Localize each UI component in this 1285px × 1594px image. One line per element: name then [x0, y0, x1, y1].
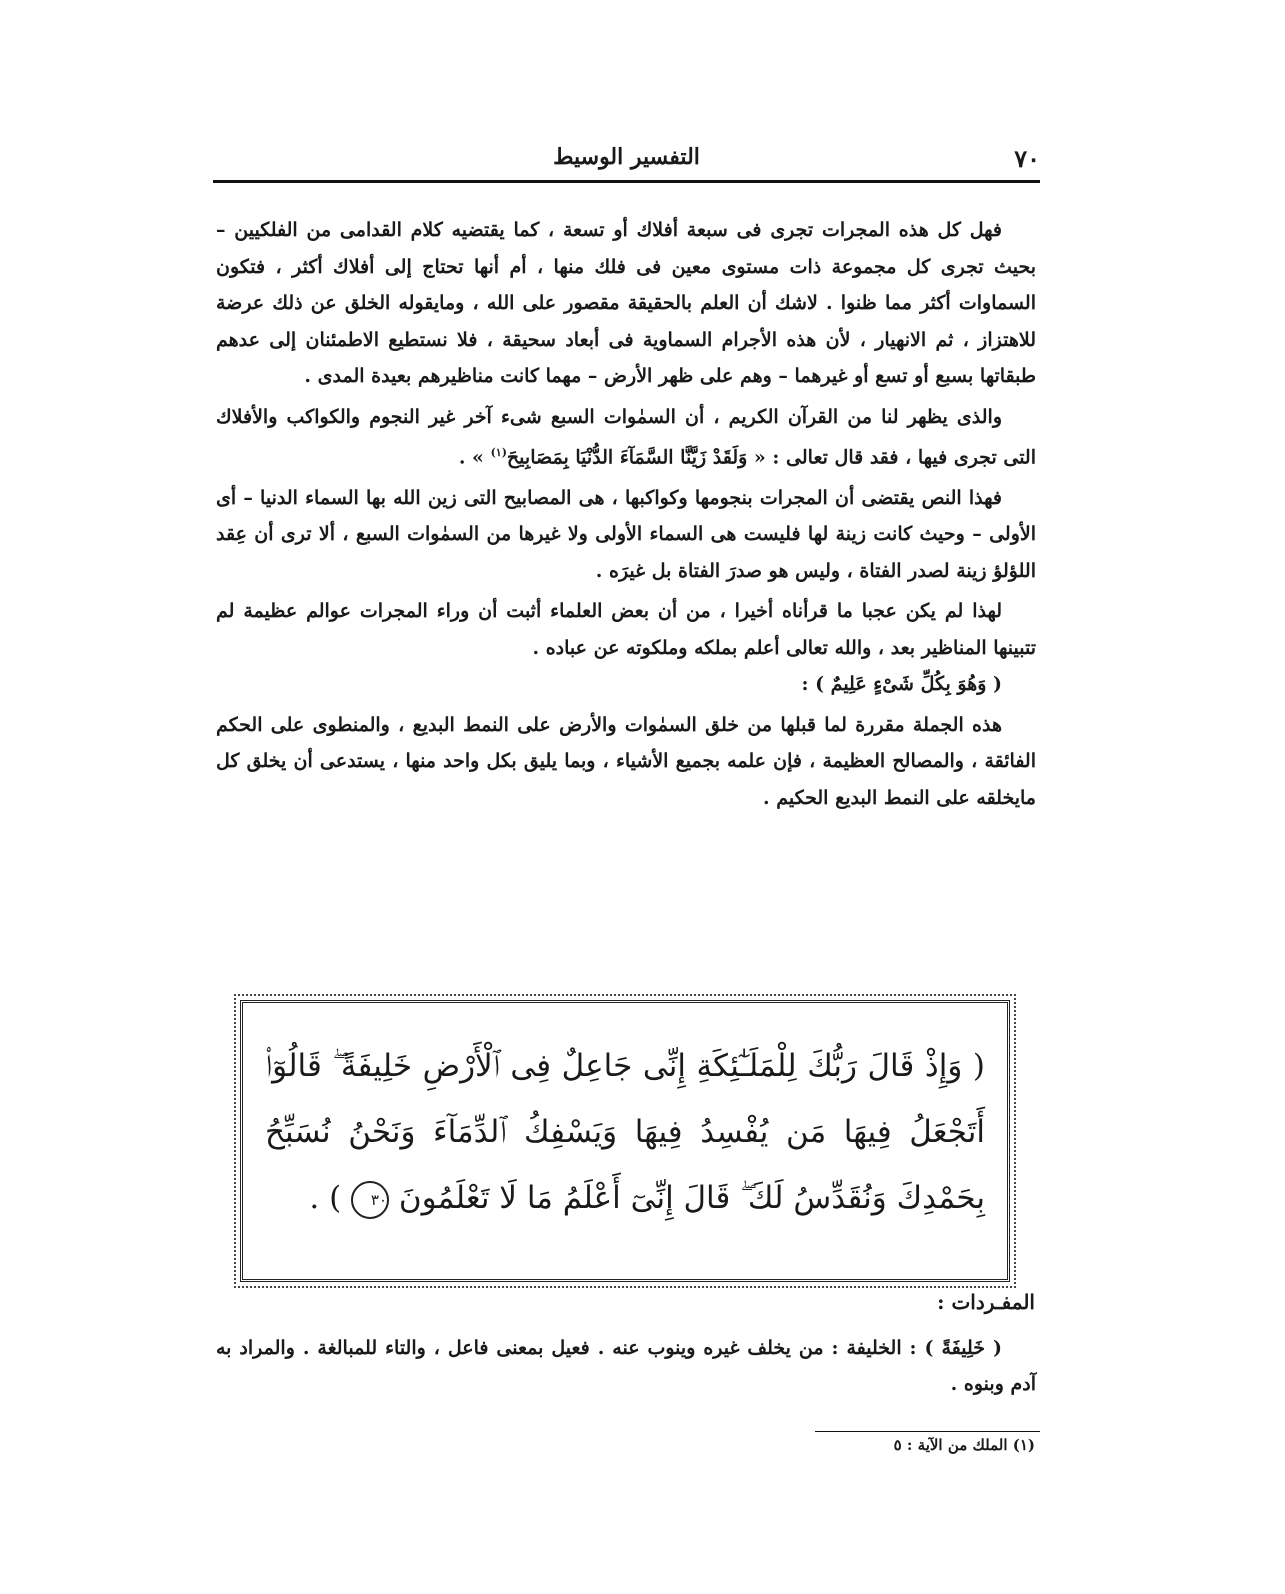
footnote-rule: [815, 1431, 1040, 1432]
header-rule: [213, 180, 1040, 183]
paragraph-4: لهذا لم يكن عجبا ما قرأناه أخيرا ، من أن بعض العلماء أثبت أن وراء المجرات عوالم عظيمة لم تتبينها المناظير بعد ، والله تعالى أعلم بملكه وملكوته عن عباده .: [216, 600, 1036, 659]
quran-verse-text: ( وَإِذْ قَالَ رَبُّكَ لِلْمَلَـٰٓئِكَةِ إِنِّى جَاعِلٌ فِى ٱلْأَرْضِ خَلِيفَةً ۖ قَالُوٓا۟ أَتَجْعَلُ فِيهَا مَن يُفْسِدُ فِيهَا وَيَسْفِكُ ٱلدِّمَآءَ وَنَحْنُ نُسَبِّحُ بِحَمْدِكَ وَنُقَدِّسُ لَكَ ۖ قَالَ إِنِّىٓ أَعْلَمُ مَا لَا تَعْلَمُونَ: [265, 1048, 985, 1216]
vocabulary-entry: ( خَلِيفَةً ) : الخليفة : من يخلف غيره وينوب عنه . فعيل بمعنى فاعل ، والتاء للمبالغة . والمراد به آدم وبنوه .: [216, 1337, 1036, 1395]
paragraph-1: فهل كل هذه المجرات تجرى فى سبعة أفلاك أو تسعة ، كما يقتضيه كلام القدامى من الفلكيين – بحيث تجرى كل مجموعة ذات مستوى معين فى فلك منها ، أم أنها تحتاج إلى أفلاك أكثر ، فتكون السماوات أكثر مما ظنوا . لاشك أن العلم بالحقيقة مقصور على الله ، ومايقوله الخلق عن ذلك عرضة للاهتزاز ، ثم الانهيار ، لأن هذه الأجرام السماوية فى أبعاد سحيقة ، فلا نستطيع الاطمئنان إلى عدهم طبقاتها بسبع أو تسع أو غيرهما – وهم على ظهر الأرض – مهما كانت مناظيرهم بعيدة المدى .: [216, 219, 1036, 387]
paragraph-2-text: والذى يظهر لنا من القرآن الكريم ، أن السمٰوات السبع شىء آخر غير النجوم والكواكب والأفلاك التى تجرى فيها ، فقد قال تعالى : « وَلَقَدْ زَيَّنَّا السَّمَآءَ الدُّنْيَا بِمَصَابِيحَ: [216, 405, 1036, 469]
quran-verse-box: [240, 1000, 1010, 1282]
quran-verse-closing: ) .: [309, 1180, 342, 1216]
main-text: [216, 212, 1036, 816]
running-title: التفسير الوسيط: [553, 144, 700, 170]
page-number: ٧٠: [1014, 144, 1040, 173]
quran-verse: [265, 1033, 985, 1231]
paragraph-5: هذه الجملة مقررة لما قبلها من خلق السمٰوات والأرض على النمط البديع ، والمنطوى على الحكم الفائقة ، والمصالح العظيمة ، فإن علمه بجميع الأشياء ، وبما يليق بكل واحد منها ، يستدعى أن يخلق كل مايخلقه على النمط البديع الحكيم .: [216, 713, 1036, 809]
ayah-number-marker: ٣٠: [351, 1181, 389, 1219]
footnote: (١) الملك من الآية : ٥: [893, 1436, 1035, 1454]
verse-heading: ( وَهُوَ بِكُلِّ شَىْءٍ عَلِيمٌ ) :: [801, 673, 1002, 696]
vocabulary-section: [216, 1330, 1036, 1402]
paragraph-2-tail: » .: [458, 446, 484, 469]
paragraph-2: [216, 399, 1036, 476]
vocabulary-heading: المفـردات :: [937, 1290, 1035, 1314]
page-header: [213, 140, 1040, 180]
paragraph-3: فهذا النص يقتضى أن المجرات بنجومها وكواكبها ، هى المصابيح التى زين الله بها السماء الدنيا – أى الأولى – وحيث كانت زينة لها فليست هى السماء الأولى ولا غيرها من السمٰوات السبع ، ألا ترى أن عِقد اللؤلؤ زينة لصدر الفتاة ، وليس هو صدرَ الفتاة بل غيرَه .: [216, 486, 1036, 582]
footnote-ref: (١): [490, 446, 507, 459]
